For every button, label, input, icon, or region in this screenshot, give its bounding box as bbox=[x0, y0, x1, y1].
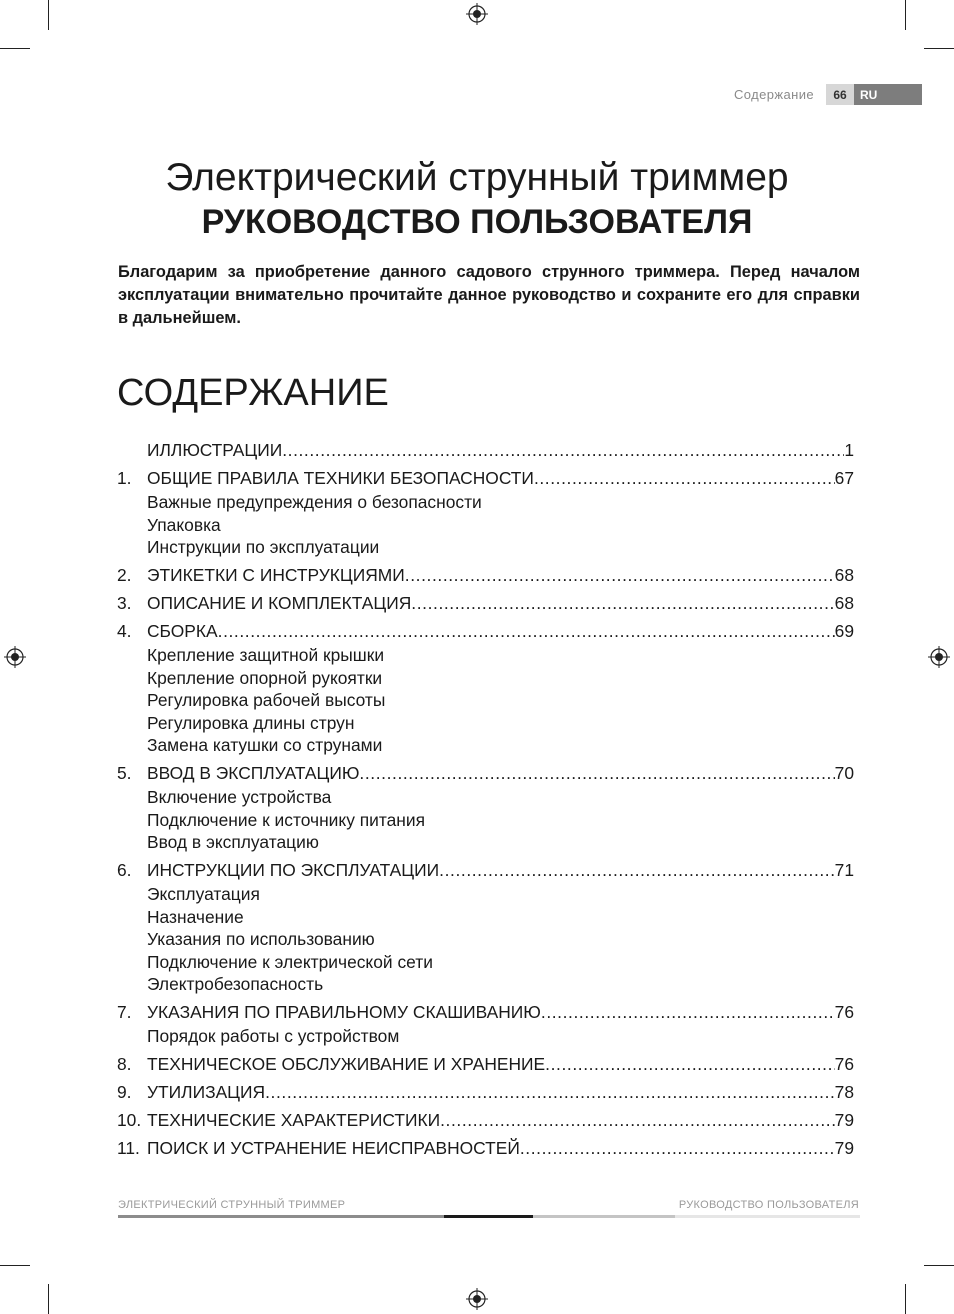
toc-entry-number: 8. bbox=[117, 1054, 132, 1074]
toc-subentry: Крепление опорной рукоятки bbox=[147, 667, 383, 688]
toc-subentry: Назначение bbox=[147, 906, 244, 927]
toc-entry-title: ОБЩИЕ ПРАВИЛА ТЕХНИКИ БЕЗОПАСНОСТИ bbox=[147, 468, 534, 488]
toc-entry-number: 6. bbox=[117, 860, 132, 880]
toc-entry-number: 10. bbox=[117, 1110, 142, 1130]
crop-mark bbox=[48, 0, 49, 30]
toc-entry-number: 5. bbox=[117, 763, 132, 783]
crop-mark bbox=[0, 48, 30, 49]
toc-entry-number: 11. bbox=[117, 1138, 140, 1158]
toc-entry-page: 71 bbox=[834, 860, 854, 880]
toc-entry bbox=[117, 621, 854, 644]
crop-mark bbox=[48, 1284, 49, 1314]
toc-entry bbox=[117, 1082, 854, 1105]
toc-subentry: Инструкции по эксплуатации bbox=[147, 537, 380, 557]
registration-mark-icon bbox=[928, 646, 950, 668]
registration-mark-icon bbox=[466, 3, 488, 25]
toc-subentry: Регулировка длины струн bbox=[147, 712, 355, 733]
crop-mark bbox=[924, 48, 954, 49]
intro-paragraph: Благодарим за приобретение данного садового струнного триммера. Перед началом эксплуатации внимательно прочитайте данное руководство и сохраните его для справки в дальнейшем. bbox=[118, 263, 860, 327]
crop-mark bbox=[905, 0, 906, 30]
toc-entry-title: ЭТИКЕТКИ С ИНСТРУКЦИЯМИ bbox=[147, 565, 405, 585]
toc-entry bbox=[117, 1138, 854, 1161]
toc-leader-dots bbox=[545, 1054, 834, 1075]
toc-entry bbox=[117, 468, 854, 491]
toc-leader-dots bbox=[440, 1110, 835, 1131]
toc-leader-dots bbox=[520, 1138, 835, 1159]
toc-subentry: Эксплуатация bbox=[147, 884, 260, 904]
header-section-label: Содержание bbox=[734, 87, 814, 102]
toc-subentry: Подключение к источнику питания bbox=[147, 809, 426, 830]
toc-entry bbox=[117, 1002, 854, 1025]
toc-leader-dots bbox=[439, 860, 835, 881]
toc-entry-number: 7. bbox=[117, 1002, 132, 1022]
footer-bar bbox=[533, 1215, 675, 1218]
footer-left-text: ЭЛЕКТРИЧЕСКИЙ СТРУННЫЙ ТРИММЕР bbox=[118, 1199, 346, 1211]
toc-leader-dots bbox=[411, 593, 834, 614]
toc-subentry: Важные предупреждения о безопасности bbox=[147, 492, 482, 512]
toc-subentry: Подключение к электрической сети bbox=[147, 951, 433, 972]
registration-mark-icon bbox=[4, 646, 26, 668]
toc-entry-number: 3. bbox=[117, 593, 132, 613]
toc-entry-page: 67 bbox=[834, 468, 854, 488]
toc-leader-dots bbox=[534, 468, 835, 489]
toc-leader-dots bbox=[405, 565, 835, 586]
footer-bar bbox=[675, 1215, 860, 1218]
toc-entry bbox=[117, 763, 854, 786]
toc-entry-page: 78 bbox=[834, 1082, 854, 1102]
toc-entry-title: ИЛЛЮСТРАЦИИ bbox=[147, 440, 283, 460]
toc-entry-page: 76 bbox=[834, 1002, 854, 1022]
toc-subentry: Включение устройства bbox=[147, 787, 332, 807]
toc-subentry: Указания по использованию bbox=[147, 929, 375, 949]
crop-mark bbox=[924, 1265, 954, 1266]
toc-subentry: Крепление защитной крышки bbox=[147, 645, 385, 665]
registration-mark-icon bbox=[466, 1288, 488, 1310]
toc-entry bbox=[117, 565, 854, 588]
toc-entry-page: 79 bbox=[834, 1110, 854, 1130]
toc-entry bbox=[117, 1110, 854, 1133]
header-page-number: 66 bbox=[826, 84, 854, 105]
footer-bar bbox=[118, 1215, 444, 1218]
toc-subentry: Замена катушки со струнами bbox=[147, 735, 383, 755]
toc-entry-title: ОПИСАНИЕ И КОМПЛЕКТАЦИЯ bbox=[147, 593, 412, 613]
toc-entry-title: ПОИСК И УСТРАНЕНИЕ НЕИСПРАВНОСТЕЙ bbox=[147, 1138, 520, 1158]
header-language-badge: RU bbox=[854, 84, 922, 105]
toc-entry-page: 68 bbox=[834, 593, 854, 613]
toc-leader-dots bbox=[359, 763, 834, 784]
toc-leader-dots bbox=[218, 621, 835, 642]
toc-entry-page: 79 bbox=[834, 1138, 854, 1158]
toc-entry-title: УКАЗАНИЯ ПО ПРАВИЛЬНОМУ СКАШИВАНИЮ bbox=[147, 1002, 541, 1022]
toc-subentry: Упаковка bbox=[147, 514, 221, 535]
document-subtitle: РУКОВОДСТВО ПОЛЬЗОВАТЕЛЯ bbox=[201, 203, 753, 241]
toc-entry-page: 1 bbox=[844, 440, 854, 460]
crop-mark bbox=[0, 1265, 30, 1266]
toc-entry bbox=[117, 860, 854, 883]
toc-entry-page: 68 bbox=[834, 565, 854, 585]
toc-leader-dots bbox=[541, 1002, 835, 1023]
footer-bar bbox=[444, 1215, 533, 1218]
toc-entry-number: 1. bbox=[117, 468, 132, 488]
toc-entry-page: 69 bbox=[834, 621, 854, 641]
footer-right-text: РУКОВОДСТВО ПОЛЬЗОВАТЕЛЯ bbox=[678, 1199, 859, 1211]
toc-entry bbox=[117, 1054, 854, 1077]
toc-entry-page: 70 bbox=[834, 763, 854, 783]
toc-entry-title: ВВОД В ЭКСПЛУАТАЦИЮ bbox=[147, 763, 360, 783]
toc-subentry: Регулировка рабочей высоты bbox=[147, 690, 386, 710]
toc-entry bbox=[117, 593, 854, 616]
toc-entry-title: ИНСТРУКЦИИ ПО ЭКСПЛУАТАЦИИ bbox=[147, 860, 440, 880]
toc-entry bbox=[117, 440, 854, 463]
toc-heading: СОДЕРЖАНИЕ bbox=[117, 372, 389, 414]
document-title: Электрический струнный триммер bbox=[165, 156, 789, 199]
toc-entry-title: ТЕХНИЧЕСКОЕ ОБСЛУЖИВАНИЕ И ХРАНЕНИЕ bbox=[147, 1054, 546, 1074]
toc-subentry: Порядок работы с устройством bbox=[147, 1026, 400, 1046]
toc-entry-number: 9. bbox=[117, 1082, 132, 1102]
toc-entry-title: ТЕХНИЧЕСКИЕ ХАРАКТЕРИСТИКИ bbox=[147, 1110, 441, 1130]
toc-subentry: Ввод в эксплуатацию bbox=[147, 832, 319, 852]
toc-entry-number: 4. bbox=[117, 621, 132, 641]
toc-entry-page: 76 bbox=[834, 1054, 854, 1074]
toc-entry-title: УТИЛИЗАЦИЯ bbox=[147, 1082, 266, 1102]
toc-subentry: Электробезопасность bbox=[147, 974, 324, 994]
toc-entry-title: СБОРКА bbox=[147, 621, 218, 641]
toc-entry-number: 2. bbox=[117, 565, 132, 585]
crop-mark bbox=[905, 1284, 906, 1314]
toc-leader-dots bbox=[282, 440, 844, 461]
toc-leader-dots bbox=[265, 1082, 835, 1103]
